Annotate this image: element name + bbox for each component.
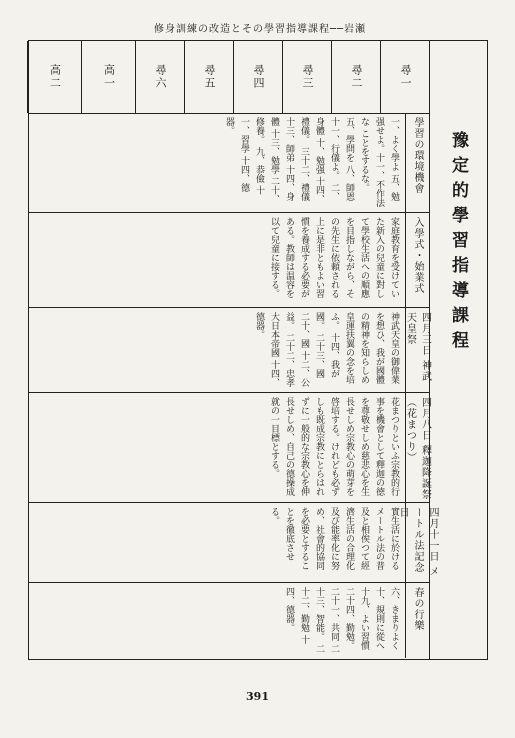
table-row	[29, 583, 429, 658]
syllabus-table	[28, 40, 488, 660]
row-label: 學習の環境機會	[405, 113, 429, 212]
grade-cell: 尋五	[184, 41, 233, 113]
table-row	[29, 113, 429, 213]
grade-cell: 高二	[27, 41, 81, 113]
table-row	[29, 213, 429, 308]
row-content: 家庭教育を受けていた新入の兒童に對して學校生活への順應を目指しながら、その先生に依頼される上に是非ともよい習慣を養成する必要がある。教師は温容を以て兒童に接する。	[269, 217, 399, 298]
row-content: 實生活に於けるメートル法の普及と相俟つて經濟生活の合理化及び能率化に努め、社會的協同を必要とすることを徹底させる。	[269, 507, 399, 570]
page-number: 391	[246, 690, 269, 703]
grade-cell: 尋四	[233, 41, 282, 113]
grade-cell: 尋二	[331, 41, 380, 113]
row-label: 四月十一日 メートル法記念日	[405, 503, 429, 582]
running-header: 修身訓練の改造とその學習指導課程──岩瀬	[153, 24, 367, 35]
table-row	[29, 503, 438, 583]
row-content: 一、よく學よ 五、勉强せよ。十一、不作法な ことをするな。 五、學問を 八、師恩 十一、行儀よ。 二、身體 十、勉强 十四、禮儀。 三十二、禮儀 十三、師弟 十四、身體 十三、勉學 二十、修養。 九、恭儉 十一、習學 十四、德器。	[224, 117, 399, 207]
grade-cell: 尋三	[282, 41, 331, 113]
row-content: 神武天皇の御偉業を想ひ、我が國體の精神を知らしめ皇運扶翼の念を培ふ。 十四、我が國。 二十三、國 二十、國 十二、公益。 二十二、忠孝 大日本帝國 十四、德器。	[254, 312, 399, 387]
grade-cell: 尋六	[135, 41, 184, 113]
row-label: 春の行樂	[405, 583, 429, 658]
table-row	[29, 393, 429, 503]
grade-header-row	[29, 41, 429, 114]
grade-cell: 尋一	[380, 41, 429, 113]
row-content: 六、きまりよく十、規則に從へ 十九、よい習慣 二十四、勤勉。 二十一、共同 二十三、智能。 二十二、勤勉 十四、德器。	[284, 587, 399, 653]
row-label: 四月八日 釋迦降誕祭（花まつり）	[405, 393, 429, 502]
table-row	[29, 308, 429, 393]
table-title: 豫定的學習指導課程	[448, 131, 468, 356]
row-content: 花まつりといふ宗教的行事を機會として釋迦の徳を尊敬せしめ慈悲心を生長せしめ宗教心の萌芽を啓培する。けれども必ずしも既成宗教にとらはれずに一般的な宗教心を伸長せしめ、自己の德操成就の一目標とする。	[269, 397, 399, 496]
grade-cell: 高一	[81, 41, 135, 113]
row-label: 入學式・始業式	[405, 213, 429, 307]
row-label: 四月三日 神武天皇祭	[405, 308, 429, 392]
